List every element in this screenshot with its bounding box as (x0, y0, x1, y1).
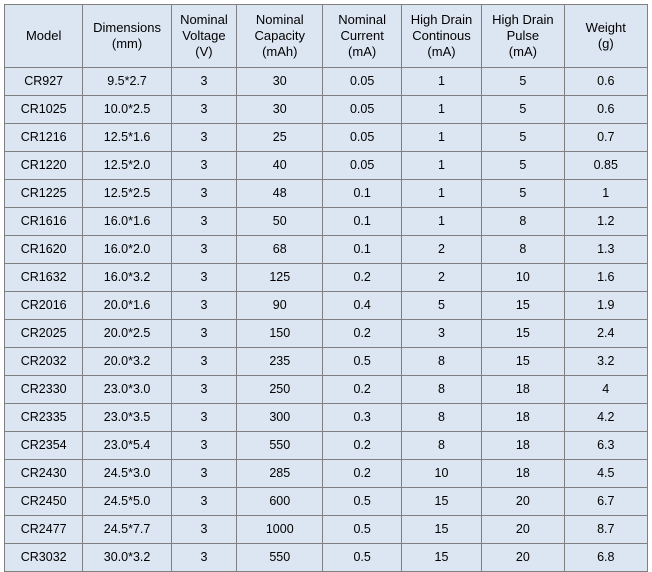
table-cell: 16.0*3.2 (83, 264, 171, 292)
table-row (5, 180, 648, 208)
table-cell: 3 (171, 488, 236, 516)
table-column-header (323, 5, 401, 68)
table-cell: 3 (171, 68, 236, 96)
table-cell: 23.0*5.4 (83, 432, 171, 460)
table-cell: 4.2 (564, 404, 647, 432)
table-header-row (5, 5, 648, 68)
table-cell: 2.4 (564, 320, 647, 348)
table-column-header-line: (mAh) (262, 44, 298, 60)
table-cell: 3 (171, 208, 236, 236)
table-cell-model: CR2330 (5, 376, 83, 404)
table-cell: 0.6 (564, 96, 647, 124)
table-row (5, 208, 648, 236)
table-column-header-line: High Drain (492, 11, 554, 27)
table-cell: 285 (237, 460, 323, 488)
table-cell: 3 (171, 292, 236, 320)
table-cell-model: CR1225 (5, 180, 83, 208)
table-cell: 3 (171, 544, 236, 572)
table-cell: 20.0*3.2 (83, 348, 171, 376)
table-cell: 550 (237, 432, 323, 460)
table-column-header-line: Dimensions (93, 19, 162, 35)
table-cell-model: CR2032 (5, 348, 83, 376)
table-cell: 1.2 (564, 208, 647, 236)
table-cell: 5 (482, 152, 564, 180)
table-cell: 15 (401, 516, 481, 544)
table-cell: 4 (564, 376, 647, 404)
table-cell: 20 (482, 544, 564, 572)
table-cell-model: CR2025 (5, 320, 83, 348)
table-cell: 3 (171, 124, 236, 152)
table-cell: 25 (237, 124, 323, 152)
table-column-header-line: (V) (195, 44, 213, 60)
table-row (5, 432, 648, 460)
table-column-header-line: Nominal (180, 11, 228, 27)
table-cell: 0.2 (323, 320, 401, 348)
table-cell: 24.5*7.7 (83, 516, 171, 544)
table-cell: 1 (401, 96, 481, 124)
table-cell: 1.3 (564, 236, 647, 264)
table-column-header-line: (mA) (348, 44, 377, 60)
table-row (5, 68, 648, 96)
battery-spec-table (4, 4, 648, 572)
table-cell: 0.5 (323, 544, 401, 572)
table-cell: 3 (171, 376, 236, 404)
table-cell: 3 (171, 460, 236, 488)
table-cell: 5 (401, 292, 481, 320)
table-row (5, 320, 648, 348)
table-cell: 1 (401, 180, 481, 208)
table-cell: 5 (482, 124, 564, 152)
table-cell-model: CR1220 (5, 152, 83, 180)
table-row (5, 264, 648, 292)
table-row (5, 460, 648, 488)
table-cell: 12.5*2.5 (83, 180, 171, 208)
table-cell: 300 (237, 404, 323, 432)
table-cell: 3 (171, 96, 236, 124)
table-cell: 3 (171, 236, 236, 264)
table-cell: 18 (482, 376, 564, 404)
table-cell: 8 (401, 432, 481, 460)
table-cell: 1 (401, 152, 481, 180)
table-cell: 0.1 (323, 208, 401, 236)
table-cell: 30.0*3.2 (83, 544, 171, 572)
table-column-header-line: Pulse (506, 27, 540, 43)
table-cell: 20 (482, 516, 564, 544)
table-cell-model: CR1216 (5, 124, 83, 152)
table-cell: 1 (401, 68, 481, 96)
table-cell-model: CR2477 (5, 516, 83, 544)
table-cell: 10.0*2.5 (83, 96, 171, 124)
table-column-header (237, 5, 323, 68)
table-cell: 16.0*1.6 (83, 208, 171, 236)
table-cell: 18 (482, 404, 564, 432)
table-cell: 1 (564, 180, 647, 208)
table-cell-model: CR2430 (5, 460, 83, 488)
table-cell-model: CR2016 (5, 292, 83, 320)
table-column-header-line: Model (25, 27, 62, 43)
table-cell: 0.05 (323, 96, 401, 124)
table-cell: 6.7 (564, 488, 647, 516)
table-cell: 1.6 (564, 264, 647, 292)
table-row (5, 488, 648, 516)
table-cell: 1000 (237, 516, 323, 544)
table-cell-model: CR2450 (5, 488, 83, 516)
table-cell: 10 (482, 264, 564, 292)
table-cell: 40 (237, 152, 323, 180)
table-cell: 20.0*1.6 (83, 292, 171, 320)
table-column-header-line: (mA) (508, 44, 537, 60)
table-body (5, 68, 648, 572)
table-cell: 125 (237, 264, 323, 292)
table-column-header-line: (mA) (427, 44, 456, 60)
table-cell: 3 (171, 320, 236, 348)
table-cell: 6.3 (564, 432, 647, 460)
table-cell: 8 (401, 404, 481, 432)
table-cell: 0.2 (323, 460, 401, 488)
table-column-header (564, 5, 647, 68)
table-column-header-line: High Drain (410, 11, 473, 27)
table-column-header-line: (mm) (111, 36, 143, 51)
table-cell: 0.2 (323, 376, 401, 404)
table-cell: 23.0*3.5 (83, 404, 171, 432)
table-column-header (401, 5, 481, 68)
table-cell: 0.05 (323, 124, 401, 152)
table-row (5, 152, 648, 180)
table-column-header (83, 5, 171, 68)
table-row (5, 516, 648, 544)
table-cell: 235 (237, 348, 323, 376)
table-row (5, 348, 648, 376)
table-cell: 550 (237, 544, 323, 572)
table-cell: 0.1 (323, 236, 401, 264)
table-cell: 3 (171, 516, 236, 544)
table-cell: 8 (401, 376, 481, 404)
table-cell: 0.4 (323, 292, 401, 320)
table-cell-model: CR2335 (5, 404, 83, 432)
table-cell: 68 (237, 236, 323, 264)
table-cell: 3 (171, 432, 236, 460)
table-row (5, 404, 648, 432)
table-cell: 3.2 (564, 348, 647, 376)
table-cell: 12.5*1.6 (83, 124, 171, 152)
table-cell: 1 (401, 208, 481, 236)
table-cell-model: CR1616 (5, 208, 83, 236)
table-cell: 0.2 (323, 264, 401, 292)
table-row (5, 124, 648, 152)
table-cell: 9.5*2.7 (83, 68, 171, 96)
table-cell: 0.3 (323, 404, 401, 432)
table-cell: 3 (401, 320, 481, 348)
table-cell: 30 (237, 96, 323, 124)
table-cell: 3 (171, 404, 236, 432)
table-cell-model: CR1620 (5, 236, 83, 264)
table-cell: 5 (482, 96, 564, 124)
table-cell: 6.8 (564, 544, 647, 572)
table-cell: 250 (237, 376, 323, 404)
table-cell: 2 (401, 264, 481, 292)
table-column-header (482, 5, 564, 68)
table-cell: 30 (237, 68, 323, 96)
table-cell: 150 (237, 320, 323, 348)
table-cell: 600 (237, 488, 323, 516)
table-cell: 4.5 (564, 460, 647, 488)
table-cell: 5 (482, 68, 564, 96)
table-cell: 8 (401, 348, 481, 376)
table-cell: 15 (482, 320, 564, 348)
table-cell: 3 (171, 348, 236, 376)
table-column-header (5, 5, 83, 68)
table-cell-model: CR927 (5, 68, 83, 96)
table-cell: 18 (482, 460, 564, 488)
table-cell: 15 (482, 292, 564, 320)
table-cell: 12.5*2.0 (83, 152, 171, 180)
table-cell: 0.2 (323, 432, 401, 460)
table-cell: 24.5*5.0 (83, 488, 171, 516)
table-column-header-line: Current (340, 27, 384, 43)
table-cell: 0.6 (564, 68, 647, 96)
table-cell: 3 (171, 264, 236, 292)
table-cell: 2 (401, 236, 481, 264)
table-row (5, 292, 648, 320)
table-cell: 48 (237, 180, 323, 208)
table-column-header-line: Nominal (255, 11, 304, 27)
table-column-header-line: Voltage (182, 27, 226, 43)
table-cell: 0.5 (323, 348, 401, 376)
table-cell: 0.1 (323, 180, 401, 208)
table-column-header (171, 5, 236, 68)
table-cell: 18 (482, 432, 564, 460)
table-row (5, 96, 648, 124)
table-cell: 0.05 (323, 68, 401, 96)
table-cell: 15 (401, 544, 481, 572)
table-cell: 8 (482, 236, 564, 264)
table-cell: 15 (482, 348, 564, 376)
table-cell: 0.5 (323, 516, 401, 544)
table-cell: 50 (237, 208, 323, 236)
table-cell: 8 (482, 208, 564, 236)
table-cell-model: CR2354 (5, 432, 83, 460)
table-cell: 23.0*3.0 (83, 376, 171, 404)
table-cell: 0.05 (323, 152, 401, 180)
table-cell: 24.5*3.0 (83, 460, 171, 488)
table-cell: 5 (482, 180, 564, 208)
table-cell: 20 (482, 488, 564, 516)
table-cell: 1 (401, 124, 481, 152)
table-cell: 1.9 (564, 292, 647, 320)
table-cell: 0.5 (323, 488, 401, 516)
table-cell-model: CR1025 (5, 96, 83, 124)
table-column-header-line: Weight (585, 19, 626, 35)
table-cell: 10 (401, 460, 481, 488)
table-cell: 20.0*2.5 (83, 320, 171, 348)
table-row (5, 236, 648, 264)
table-column-header-line: Continous (412, 27, 471, 43)
table-cell: 3 (171, 152, 236, 180)
table-cell: 15 (401, 488, 481, 516)
table-column-header-line: Capacity (254, 27, 306, 43)
table-cell: 16.0*2.0 (83, 236, 171, 264)
table-column-header-line: (g) (597, 36, 614, 51)
table-cell: 90 (237, 292, 323, 320)
table-cell: 0.7 (564, 124, 647, 152)
table-cell: 3 (171, 180, 236, 208)
table-cell-model: CR1632 (5, 264, 83, 292)
table-row (5, 376, 648, 404)
table-cell: 8.7 (564, 516, 647, 544)
table-cell-model: CR3032 (5, 544, 83, 572)
table-cell: 0.85 (564, 152, 647, 180)
table-column-header-line: Nominal (338, 11, 386, 27)
table-header (5, 5, 648, 68)
